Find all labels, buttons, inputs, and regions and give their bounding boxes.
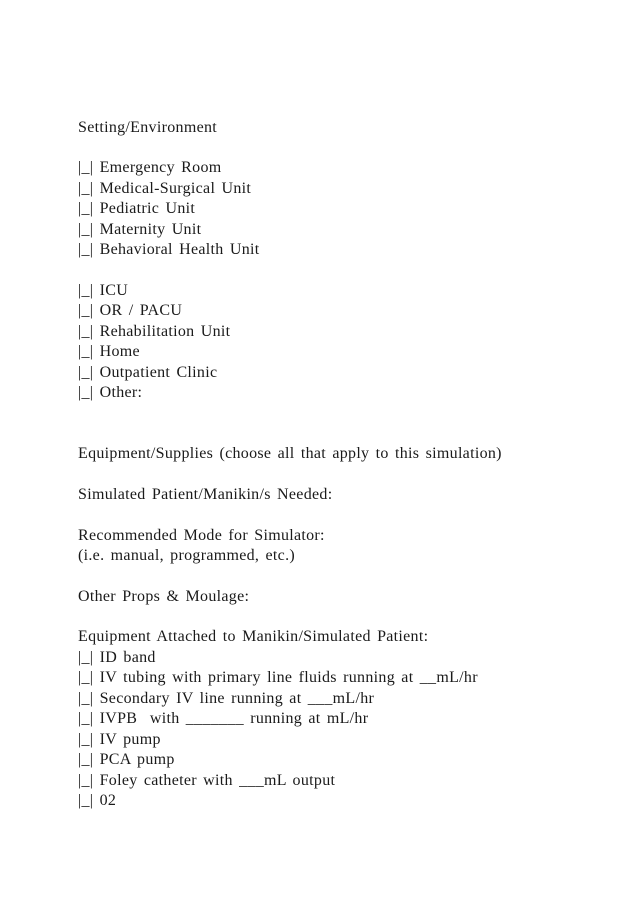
setting-option-home: |_| Home <box>78 343 140 360</box>
equipment-item-ivpb: |_| IVPB with _______ running at mL/hr <box>78 710 369 727</box>
equipment-item-pca-pump: |_| PCA pump <box>78 751 175 768</box>
equipment-attached-heading: Equipment Attached to Manikin/Simulated Patient: <box>78 628 429 645</box>
recommended-mode-hint: (i.e. manual, programmed, etc.) <box>78 547 295 564</box>
equipment-item-secondary-iv: |_| Secondary IV line running at ___mL/hr <box>78 690 375 707</box>
setting-option-maternity-unit: |_| Maternity Unit <box>78 221 202 238</box>
equipment-supplies-heading: Equipment/Supplies (choose all that apply to this simulation) <box>78 445 502 462</box>
equipment-item-id-band: |_| ID band <box>78 649 156 666</box>
equipment-item-o2: |_| 02 <box>78 792 117 809</box>
equipment-item-foley-catheter: |_| Foley catheter with ___mL output <box>78 772 336 789</box>
setting-option-medical-surgical-unit: |_| Medical-Surgical Unit <box>78 180 252 197</box>
equipment-item-iv-pump: |_| IV pump <box>78 731 161 748</box>
equipment-item-iv-tubing: |_| IV tubing with primary line fluids running at __mL/hr <box>78 669 478 686</box>
setting-option-icu: |_| ICU <box>78 282 129 299</box>
setting-option-other: |_| Other: <box>78 384 143 401</box>
setting-option-rehabilitation-unit: |_| Rehabilitation Unit <box>78 323 231 340</box>
simulated-patient-label: Simulated Patient/Manikin/s Needed: <box>78 486 333 503</box>
setting-option-behavioral-health-unit: |_| Behavioral Health Unit <box>78 241 260 258</box>
setting-option-outpatient-clinic: |_| Outpatient Clinic <box>78 364 218 381</box>
setting-heading: Setting/Environment <box>78 119 218 136</box>
recommended-mode-label: Recommended Mode for Simulator: <box>78 527 325 544</box>
setting-option-or-pacu: |_| OR / PACU <box>78 302 183 319</box>
setting-option-pediatric-unit: |_| Pediatric Unit <box>78 200 196 217</box>
setting-option-emergency-room: |_| Emergency Room <box>78 159 222 176</box>
other-props-label: Other Props & Moulage: <box>78 588 250 605</box>
